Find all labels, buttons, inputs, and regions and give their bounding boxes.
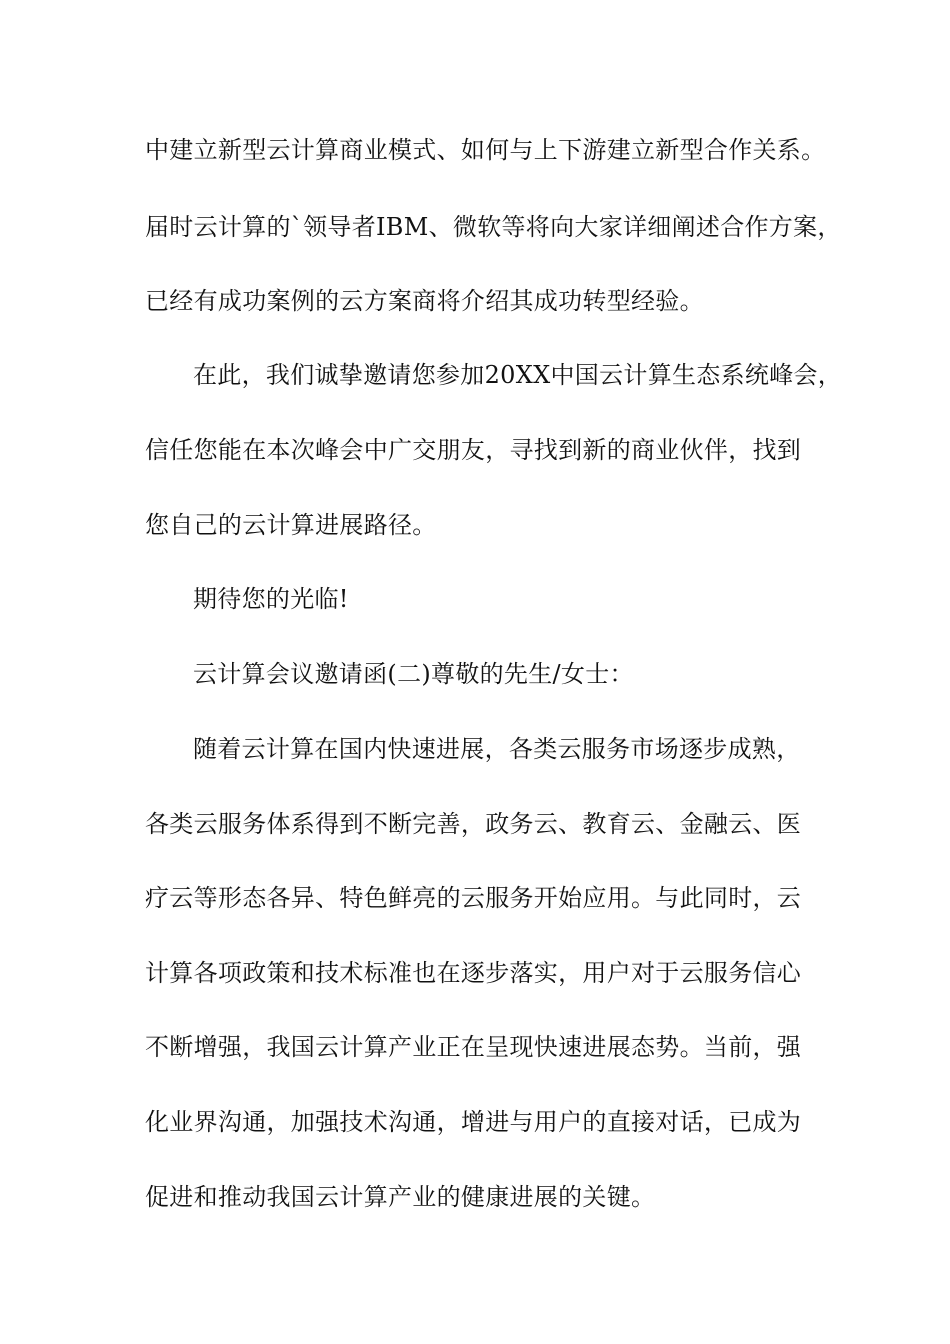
- text-line: 不断增强，我国云计算产业正在呈现快速进展态势。当前，强: [145, 1033, 802, 1061]
- text-line: 您自己的云计算进展路径。: [145, 511, 437, 539]
- closing-line: 期待您的光临!: [193, 585, 349, 613]
- text-line: 中建立新型云计算商业模式、如何与上下游建立新型合作关系。: [145, 136, 826, 164]
- text-line: 已经有成功案例的云方案商将介绍其成功转型经验。: [145, 287, 704, 315]
- paragraph-start-line: 在此，我们诚挚邀请您参加20XX中国云计算生态系统峰会，: [193, 361, 843, 389]
- text-line: 各类云服务体系得到不断完善，政务云、教育云、金融云、医: [145, 810, 802, 838]
- text-line: 促进和推动我国云计算产业的健康进展的关键。: [145, 1183, 656, 1211]
- text-line: 化业界沟通，加强技术沟通，增进与用户的直接对话，已成为: [145, 1108, 802, 1136]
- text-line: 信任您能在本次峰会中广交朋友，寻找到新的商业伙伴，找到: [145, 436, 802, 464]
- paragraph-start-line: 随着云计算在国内快速进展，各类云服务市场逐步成熟，: [193, 735, 801, 763]
- letter-heading: 云计算会议邀请函(二)尊敬的先生/女士：: [193, 660, 634, 688]
- text-line: 疗云等形态各异、特色鲜亮的云服务开始应用。与此同时，云: [145, 884, 802, 912]
- text-line: 计算各项政策和技术标准也在逐步落实，用户对于云服务信心: [145, 959, 802, 987]
- text-line: 届时云计算的`领导者IBM、微软等将向大家详细阐述合作方案，: [145, 213, 842, 241]
